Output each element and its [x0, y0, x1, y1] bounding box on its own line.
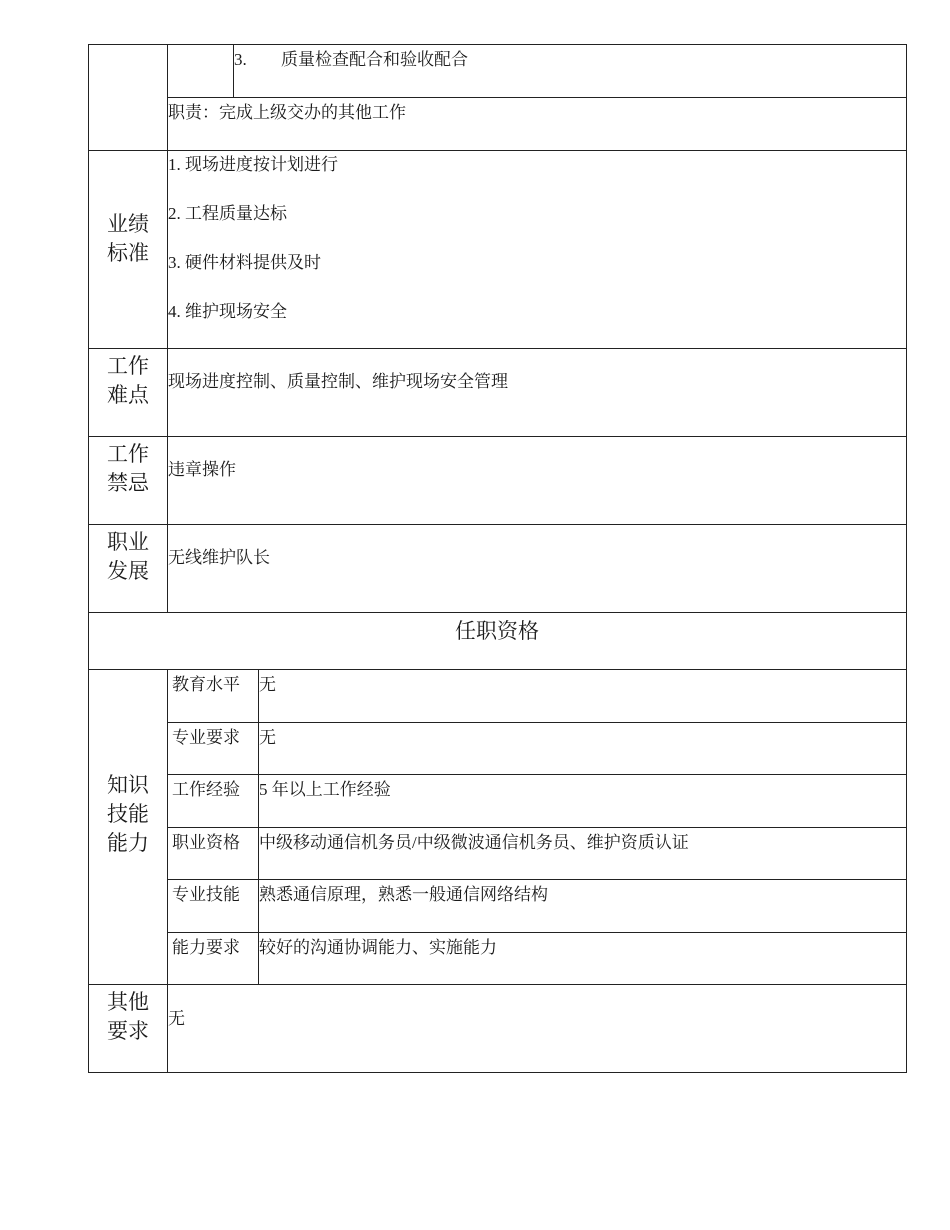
- qualification-key: 工作经验: [172, 780, 240, 799]
- difficulty-text: 现场进度控制、质量控制、维护现场安全管理: [168, 372, 508, 391]
- row-divider: [88, 669, 907, 670]
- row-divider: [167, 879, 907, 880]
- taboo-text: 违章操作: [168, 460, 236, 479]
- table-border-left: [88, 44, 89, 1073]
- row-divider: [88, 612, 907, 613]
- row-divider: [88, 150, 907, 151]
- duty-other-text: 职责：完成上级交办的其他工作: [168, 103, 406, 122]
- qualification-value: 熟悉通信原理，熟悉一般通信网络结构: [259, 885, 548, 904]
- performance-item: 4. 维护现场安全: [168, 302, 287, 321]
- duty-item-text: 质量检查配合和验收配合: [281, 50, 468, 69]
- performance-item: 2. 工程质量达标: [168, 204, 287, 223]
- other-label: 其他 要求: [107, 990, 149, 1043]
- qualification-key: 能力要求: [172, 938, 240, 957]
- qualification-value: 5 年以上工作经验: [259, 780, 391, 799]
- qualification-value: 中级移动通信机务员/中级微波通信机务员、维护资质认证: [259, 833, 689, 852]
- table-border-bottom: [88, 1072, 907, 1073]
- career-text: 无线维护队长: [168, 548, 270, 567]
- row-divider: [88, 524, 907, 525]
- table-border-top: [88, 44, 907, 45]
- row-divider: [167, 932, 907, 933]
- row-divider: [88, 436, 907, 437]
- qualification-value: 无: [259, 675, 276, 694]
- qualification-key: 职业资格: [172, 833, 240, 852]
- taboo-label: 工作 禁忌: [107, 442, 149, 495]
- qualification-key: 专业技能: [172, 885, 240, 904]
- other-text: 无: [168, 1009, 185, 1028]
- career-label: 职业 发展: [107, 530, 149, 583]
- row-divider: [167, 97, 907, 98]
- qualification-value: 无: [259, 728, 276, 747]
- performance-label: 业绩 标准: [107, 212, 149, 265]
- row-divider: [167, 722, 907, 723]
- knowledge-label: 知识 技能 能力: [107, 773, 149, 855]
- row-divider: [167, 827, 907, 828]
- row-divider: [88, 984, 907, 985]
- row-divider: [167, 774, 907, 775]
- duty-item-number: 3.: [234, 50, 247, 69]
- qualification-key: 教育水平: [172, 675, 240, 694]
- performance-item: 3. 硬件材料提供及时: [168, 253, 321, 272]
- table-border-right: [906, 44, 907, 1073]
- difficulty-label: 工作 难点: [107, 354, 149, 407]
- qualification-value: 较好的沟通协调能力、实施能力: [259, 938, 497, 957]
- column-divider: [167, 44, 168, 612]
- qualification-key: 专业要求: [172, 728, 240, 747]
- performance-item: 1. 现场进度按计划进行: [168, 155, 338, 174]
- qualifications-title: 任职资格: [455, 619, 539, 643]
- row-divider: [88, 348, 907, 349]
